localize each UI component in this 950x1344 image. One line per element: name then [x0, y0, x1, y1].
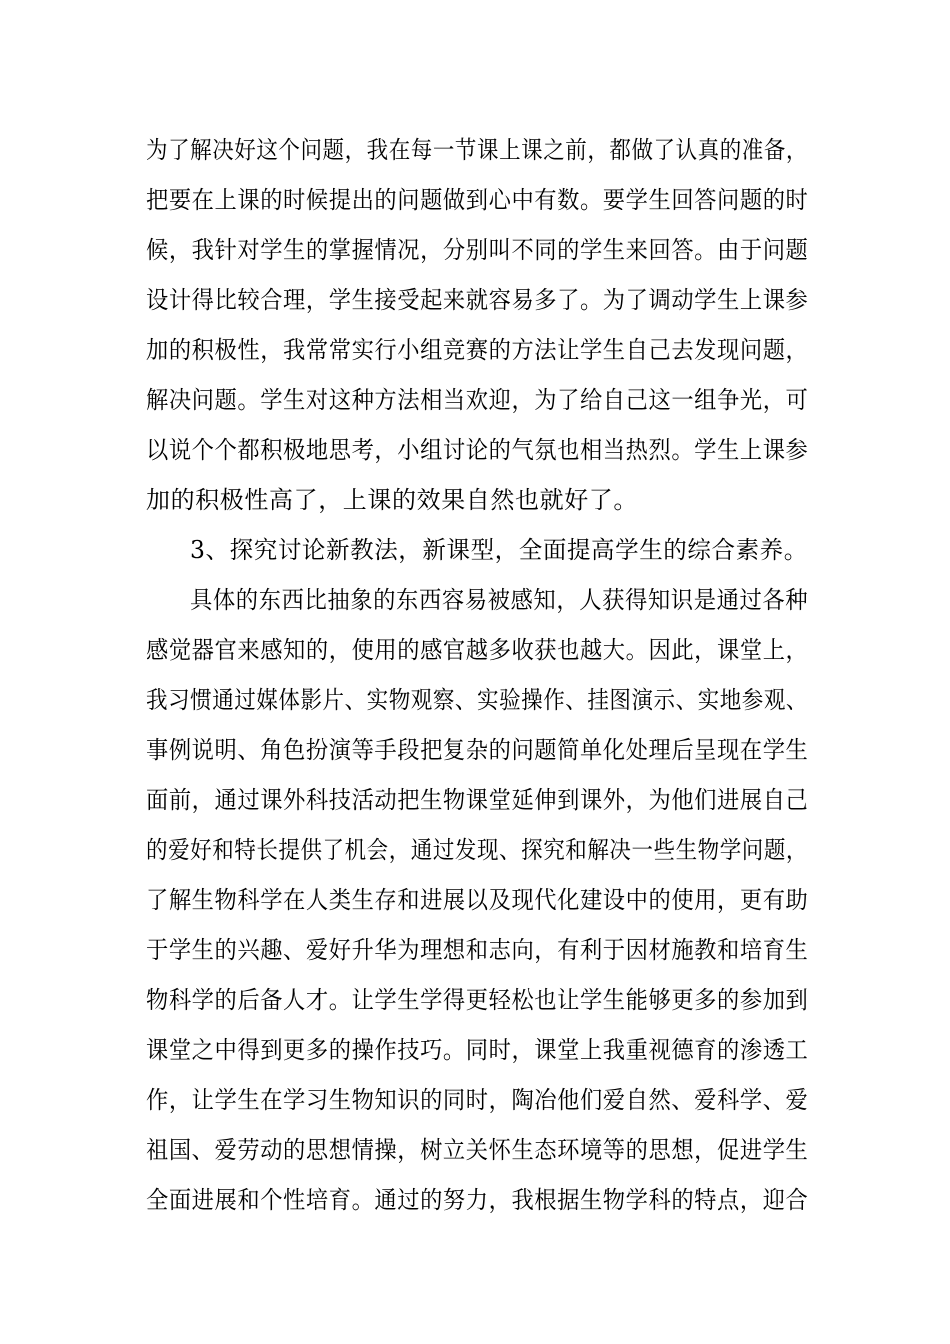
paragraph-line: 事例说明、角色扮演等手段把复杂的问题简单化处理后呈现在学生: [146, 736, 809, 764]
paragraph-line: 课堂之中得到更多的操作技巧。同时，课堂上我重视德育的渗透工: [146, 1036, 809, 1064]
section-heading: 3、探究讨论新教法，新课型，全面提高学生的综合素养。: [190, 536, 808, 564]
paragraph-line: 候，我针对学生的掌握情况，分别叫不同的学生来回答。由于问题: [146, 236, 809, 264]
paragraph-line: 了解生物科学在人类生存和进展以及现代化建设中的使用，更有助: [146, 886, 809, 914]
paragraph-line: 面前，通过课外科技活动把生物课堂延伸到课外，为他们进展自己: [146, 786, 809, 814]
paragraph-line: 加的积极性高了，上课的效果自然也就好了。: [146, 486, 638, 514]
paragraph-line: 我习惯通过媒体影片、实物观察、实验操作、挂图演示、实地参观、: [146, 686, 808, 714]
paragraph-line: 作，让学生在学习生物知识的同时，陶冶他们爱自然、爱科学、爱: [146, 1086, 809, 1114]
paragraph-line: 于学生的兴趣、爱好升华为理想和志向，有利于因材施教和培育生: [146, 936, 809, 964]
paragraph-line: 的爱好和特长提供了机会，通过发现、探究和解决一些生物学问题，: [146, 836, 808, 864]
paragraph-line: 以说个个都积极地思考，小组讨论的气氛也相当热烈。学生上课参: [146, 436, 809, 464]
paragraph-line: 祖国、爱劳动的思想情操，树立关怀生态环境等的思想，促进学生: [146, 1136, 809, 1164]
paragraph-line: 把要在上课的时候提出的问题做到心中有数。要学生回答问题的时: [146, 186, 809, 214]
paragraph-line: 全面进展和个性培育。通过的努力，我根据生物学科的特点，迎合: [146, 1186, 809, 1214]
paragraph-line: 加的积极性，我常常实行小组竞赛的方法让学生自己去发现问题，: [146, 336, 809, 364]
paragraph-line: 感觉器官来感知的，使用的感官越多收获也越大。因此，课堂上，: [146, 636, 809, 664]
paragraph-line: 具体的东西比抽象的东西容易被感知，人获得知识是通过各种: [190, 586, 809, 614]
paragraph-line: 设计得比较合理，学生接受起来就容易多了。为了调动学生上课参: [146, 286, 809, 314]
paragraph-line: 物科学的后备人才。让学生学得更轻松也让学生能够更多的参加到: [146, 986, 809, 1014]
paragraph-line: 为了解决好这个问题，我在每一节课上课之前，都做了认真的准备，: [146, 136, 808, 164]
paragraph-line: 解决问题。学生对这种方法相当欢迎，为了给自己这一组争光，可: [146, 386, 809, 414]
